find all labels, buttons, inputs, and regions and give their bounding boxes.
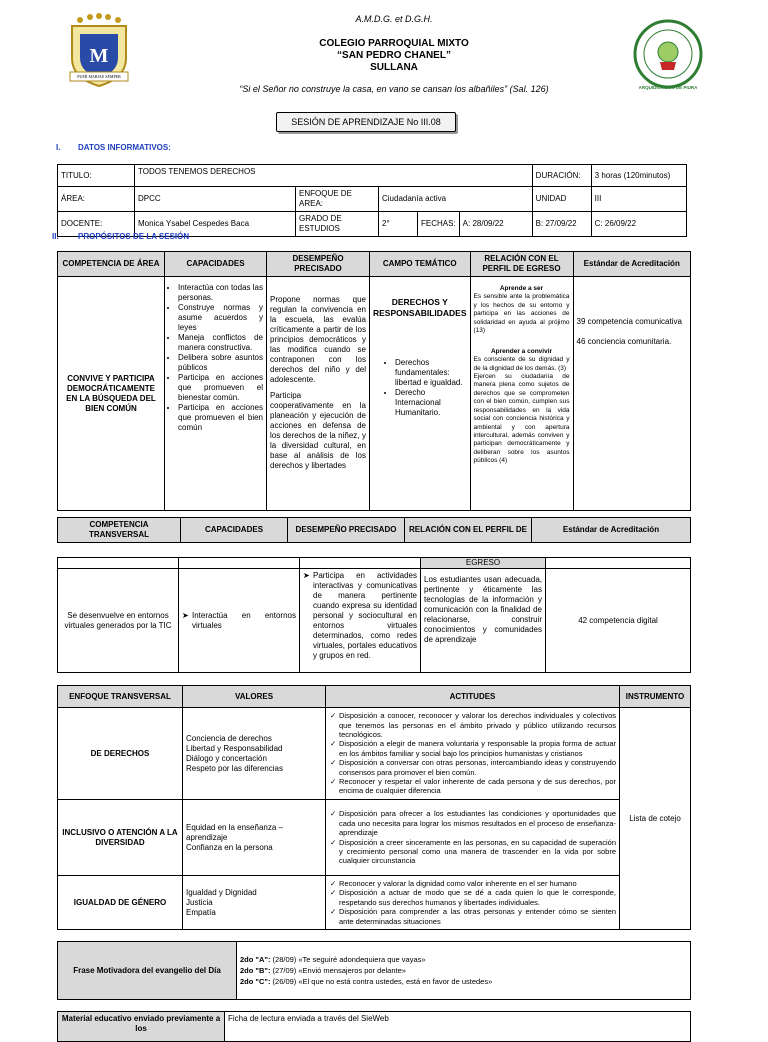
school-crest-logo	[68, 12, 130, 90]
empty-cell	[58, 558, 179, 569]
titulo-label: TITULO:	[58, 165, 135, 187]
enfoque-name: DE DERECHOS	[58, 708, 183, 800]
col-instrumento: INSTRUMENTO	[620, 686, 691, 708]
header-quote: “Si el Señor no construye la casa, en vano se cansan los albañiles” (Sal. 126)	[239, 84, 549, 94]
capacidad-item: • Participa en acciones que promueven el bienestar común.	[178, 373, 263, 403]
actitud-item: ✓ Disposición a creer sinceramente en las personas, en su capacidad de superación y crecimiento personal como una manera de trascender en la vida por sobre cualquier circunstancia	[339, 838, 616, 866]
perfil-cell	[470, 277, 573, 511]
frase-line-a	[240, 954, 687, 965]
fechas-label: FECHAS:	[418, 212, 460, 237]
duracion-label: DURACIÓN:	[532, 165, 591, 187]
enfoque-valores	[183, 876, 326, 930]
instrumento-value: Lista de cotejo	[620, 708, 691, 930]
capacidad-item: • Construye normas y asume acuerdos y leyes	[178, 303, 263, 333]
perfil-heading-1: Aprende a ser	[499, 285, 544, 292]
enfoque-actitudes	[326, 876, 620, 930]
actitud-item: ✓ Reconocer y valorar la dignidad como valor inherente en el ser humano	[339, 879, 616, 888]
fecha-b: B: 27/09/22	[532, 212, 591, 237]
desempeno-2: Participa cooperativamente en la planeación y ejecución de acciones en defensa de los derechos de la niñez, y la diversidad cultural, en base al análisis de los derechos y libertades	[270, 391, 366, 470]
crest-banner-text: PUER MARIAE SEMPER	[77, 74, 121, 79]
svg-text:M: M	[89, 45, 109, 67]
campo-tematico-cell	[370, 277, 471, 511]
duracion-value: 3 horas (120minutos)	[591, 165, 686, 187]
actitud-item: ✓ Reconocer y respetar el valor inherente de cada persona y de sus derechos, por encima de cualquier diferencia	[339, 777, 616, 796]
empty-cell	[300, 558, 421, 569]
trans-desempeno-cell	[300, 569, 421, 673]
valor-item: Libertad y Responsabilidad	[186, 743, 283, 753]
col-estandar: Estándar de Acreditación	[573, 252, 690, 277]
seal-caption: ARQUIDIÓCESIS DE PIURA	[638, 85, 698, 90]
material-label: Material educativo enviado previamente a los	[58, 1012, 225, 1042]
enfoque-name: IGUALDAD DE GÉNERO	[58, 876, 183, 930]
material-table	[57, 1011, 691, 1042]
frase-a-prefix: 2do "A":	[240, 954, 271, 964]
empty-cell	[546, 558, 691, 569]
enfoque-actitudes	[326, 800, 620, 876]
capacidad-item: • Participa en acciones que promueven el bien común	[178, 403, 263, 433]
titulo-value: TODOS TENEMOS DERECHOS	[135, 165, 533, 187]
actitud-item: ✓ Disposición a actuar de modo que se dé a cada quien lo que le corresponde, respetando sus derechos humanos y libertades individuales.	[339, 888, 616, 907]
valor-item: Igualdad y Dignidad	[186, 887, 257, 897]
school-name-line1: COLEGIO PARROQUIAL MIXTO	[319, 38, 469, 49]
actitud-item: ✓ Disposición para comprender a las otras personas y entender cómo se sienten ante determinadas situaciones	[339, 907, 616, 926]
fecha-a: A: 28/09/22	[459, 212, 532, 237]
col-capacidades: CAPACIDADES	[165, 252, 267, 277]
grado-label: GRADO DE ESTUDIOS	[296, 212, 379, 237]
perfil-text-3: Ejercen su ciudadanía de manera plena como sujetos de derechos que se comprometen con el bien común, cumplen sus responsabilidades en la vida social con conciencia histórica y ambiental y con apertura intercultural, además conviven y participan democráticamente y deliberan sobre los asuntos públicos (4)	[473, 372, 570, 465]
enfoque-value: Ciudadanía activa	[379, 187, 533, 212]
capacidad-item: • Interactúa con todas las personas.	[178, 283, 263, 303]
unidad-value: III	[591, 187, 686, 212]
frase-b-prefix: 2do "B":	[240, 965, 271, 975]
col-actitudes: ACTITUDES	[326, 686, 620, 708]
estandar-cell	[573, 277, 690, 511]
competencia-area: CONVIVE Y PARTICIPA DEMOCRÁTICAMENTE EN LA BÚSQUEDA DEL BIEN COMÚN	[58, 277, 165, 511]
col-trans-capacidades: CAPACIDADES	[181, 518, 288, 543]
section-1-number: I.	[56, 143, 61, 152]
valor-item: Empatía	[186, 907, 216, 917]
frase-a-text: (28/09) «Te seguiré adondequiera que vayas»	[270, 954, 426, 964]
frase-label: Frase Motivadora del evangelio del Día	[58, 942, 237, 1000]
perfil-text-1: Es sensible ante la problemática y los hechos de su entorno y participa en las acciones de solidaridad en ayuda al prójimo (13)	[473, 293, 570, 335]
transversal-table	[57, 557, 691, 673]
archdiocese-seal-logo	[630, 18, 706, 94]
capacidad-item: • Maneja conflictos de manera constructiva.	[178, 333, 263, 353]
perfil-text-2: Es consciente de su dignidad y de la dignidad de los demás. (3)	[473, 356, 570, 372]
info-table	[57, 164, 687, 237]
purposes-table	[57, 251, 691, 511]
trans-capacidad: ➤ Interactúa en entornos virtuales	[192, 611, 296, 631]
enfoques-table	[57, 685, 691, 930]
col-campo-tematico: CAMPO TEMÁTICO	[370, 252, 471, 277]
col-trans-perfil: RELACIÓN CON EL PERFIL DE	[405, 518, 532, 543]
session-title: SESIÓN DE APRENDIZAJE No III.08	[276, 112, 456, 132]
grado-value: 2°	[379, 212, 418, 237]
frase-b-text: (27/09) «Envió mensajeros por delante»	[270, 965, 406, 975]
empty-cell	[179, 558, 300, 569]
col-valores: VALORES	[183, 686, 326, 708]
desempeno-cell	[267, 277, 370, 511]
trans-capacidad-cell	[179, 569, 300, 673]
school-name-line2: “SAN PEDRO CHANEL”	[337, 50, 451, 61]
valor-item: Justicia	[186, 897, 213, 907]
perfil-heading-2: Aprender a convivir	[490, 347, 553, 355]
enfoque-valores	[183, 800, 326, 876]
col-desempeno: DESEMPEÑO PRECISADO	[267, 252, 370, 277]
col-trans-desempeno: DESEMPEÑO PRECISADO	[288, 518, 405, 543]
frase-content	[237, 942, 691, 1000]
capacidad-item: • Delibera sobre asuntos públicos	[178, 353, 263, 373]
capacidades-cell	[165, 277, 267, 511]
docente-label: DOCENTE:	[58, 212, 135, 237]
col-trans-estandar: Estándar de Acreditación	[532, 518, 691, 543]
actitud-item: ✓ Disposición para ofrecer a los estudiantes las condiciones y oportunidades que cada uno necesita para lograr los mismos resultados en el proceso de enseñanza- aprendizaje	[339, 809, 616, 837]
motto-top: A.M.D.G. et D.G.H.	[355, 14, 433, 24]
material-value: Ficha de lectura enviada a través del SieWeb	[225, 1012, 691, 1042]
enfoque-name: INCLUSIVO O ATENCIÓN A LA DIVERSIDAD	[58, 800, 183, 876]
col-enfoque-transversal: ENFOQUE TRANSVERSAL	[58, 686, 183, 708]
section-2-title: PROPÓSITOS DE LA SESIÓN	[78, 232, 190, 241]
actitud-item: ✓ Disposición a elegir de manera voluntaria y responsable la propia forma de actuar en los ámbitos familiar y social bajo los principios humanistas y cristianos	[339, 739, 616, 758]
enfoque-actitudes	[326, 708, 620, 800]
estandar-2: 46 conciencia comunitaria.	[576, 337, 672, 346]
actitud-item: ✓ Disposición a conversar con otras personas, intercambiando ideas y construyendo consensos para promover el bien común.	[339, 758, 616, 777]
egreso-label: EGRESO	[421, 558, 546, 569]
docente-value: Monica Ysabel Cespedes Baca	[135, 212, 296, 237]
section-1-title: DATOS INFORMATIVOS:	[78, 143, 171, 152]
trans-competencia: Se desenvuelve en entornos virtuales generados por la TIC	[58, 569, 179, 673]
campo-item: • Derecho Internacional Humanitario.	[395, 388, 467, 418]
section-2-number: II.	[52, 232, 59, 241]
col-perfil-egreso: RELACIÓN CON EL PERFIL DE EGRESO	[470, 252, 573, 277]
valor-item: Confianza en la persona	[186, 842, 273, 852]
col-competencia-transversal: COMPETENCIA TRANSVERSAL	[58, 518, 181, 543]
valor-item: Diálogo y concertación	[186, 753, 267, 763]
area-label: ÁREA:	[58, 187, 135, 212]
col-competencia-area: COMPETENCIA DE ÁREA	[58, 252, 165, 277]
unidad-label: UNIDAD	[532, 187, 591, 212]
desempeno-1: Propone normas que regulan la convivencia en la escuela, las evalúa críticamente a partir de los principios democráticos y las modifica cuando se contraponen con los derechos del niño y del adolescente.	[270, 295, 366, 384]
frase-line-c	[240, 976, 687, 987]
estandar-1: 39 competencia comunicativa	[576, 317, 682, 326]
enfoque-label: ENFOQUE DE AREA:	[296, 187, 379, 212]
valor-item: Equidad en la enseñanza – aprendizaje	[186, 822, 283, 842]
trans-desempeno: ➤ Participa en actividades interactivas y comunicativas de manera pertinente cuando expresa su identidad personal y sociocultural en entornos virtuales determinados, como redes virtuales, portales educativos y grupos en red.	[313, 571, 417, 661]
fecha-c: C: 26/09/22	[591, 212, 686, 237]
enfoque-valores	[183, 708, 326, 800]
frase-c-prefix: 2do "C":	[240, 977, 271, 987]
area-value: DPCC	[135, 187, 296, 212]
trans-estandar: 42 competencia digital	[546, 569, 691, 673]
frase-c-text: (26/09) «El que no está contra ustedes, está en favor de ustedes»	[270, 977, 493, 987]
trans-perfil: Los estudiantes usan adecuada, pertinente y éticamente las tecnologías de la información y comunicación con la finalidad de relacionarse, construir conocimientos y comunidades de aprendizaje	[421, 569, 546, 673]
campo-title: DERECHOS Y RESPONSABILIDADES	[373, 297, 467, 318]
valor-item: Conciencia de derechos	[186, 733, 272, 743]
valor-item: Respeto por las diferencias	[186, 763, 283, 773]
school-city: SULLANA	[370, 62, 418, 73]
frase-line-b	[240, 965, 687, 976]
frase-table	[57, 941, 691, 1000]
transversal-header-table	[57, 517, 691, 543]
campo-item: • Derechos fundamentales: libertad e igualdad.	[395, 358, 467, 388]
actitud-item: ✓ Disposición a conocer, reconocer y valorar los derechos individuales y colectivos que tenemos las personas en el ámbito privado y público utilizando recursos tecnológicos.	[339, 711, 616, 739]
